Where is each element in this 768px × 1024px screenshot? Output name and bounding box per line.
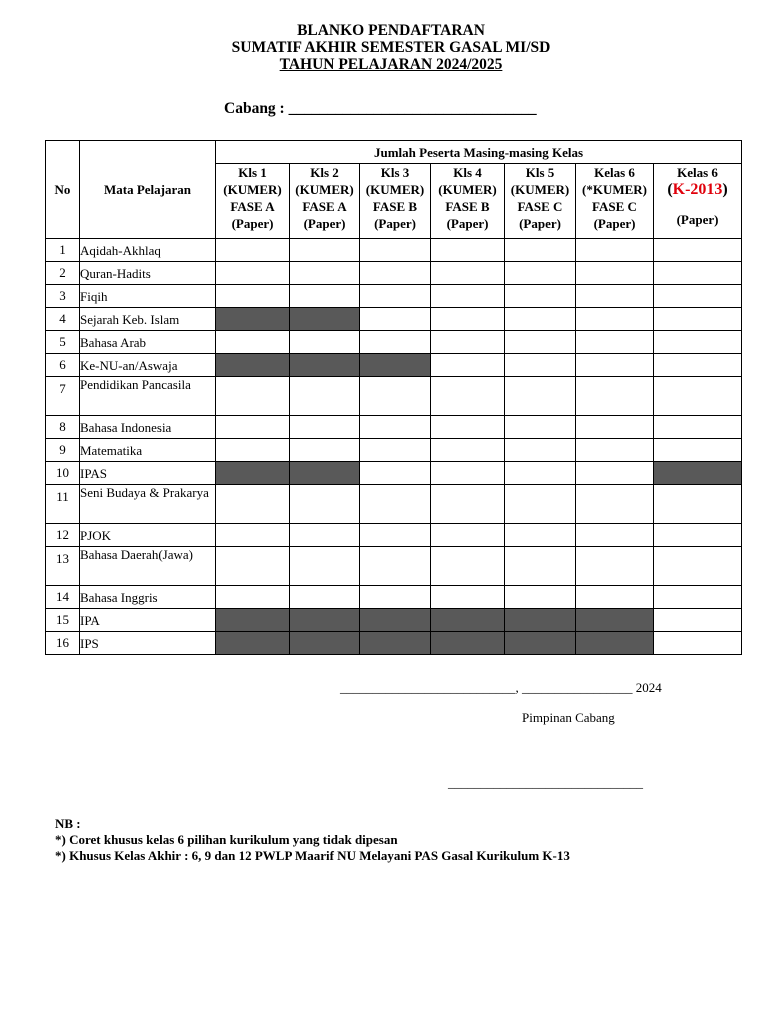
count-cell[interactable] [654,609,742,632]
subject-name: Ke-NU-an/Aswaja [80,354,216,377]
count-cell[interactable] [360,586,431,609]
row-number: 9 [46,439,80,462]
count-cell[interactable] [290,524,360,547]
row-number: 15 [46,609,80,632]
class-header-line: (KUMER) [438,182,497,197]
count-cell[interactable] [654,239,742,262]
blocked-cell [216,354,290,377]
blocked-cell [290,609,360,632]
subject-name: Matematika [80,439,216,462]
count-cell[interactable] [576,416,654,439]
count-cell[interactable] [576,331,654,354]
table-row [46,354,742,377]
count-cell[interactable] [360,239,431,262]
count-cell[interactable] [216,547,290,586]
row-number: 7 [46,377,80,416]
count-cell[interactable] [360,308,431,331]
row-number: 3 [46,285,80,308]
count-cell[interactable] [216,439,290,462]
count-cell[interactable] [360,547,431,586]
class-header-line: (Paper) [446,216,489,231]
count-cell[interactable] [576,547,654,586]
class-header-line: Kelas 6 [677,165,718,180]
count-cell[interactable] [431,354,505,377]
paren-open: ( [667,181,673,198]
subject-name: Bahasa Arab [80,331,216,354]
blocked-cell [576,609,654,632]
count-cell[interactable] [576,439,654,462]
count-cell[interactable] [505,586,576,609]
blocked-cell [505,632,576,655]
count-cell[interactable] [216,416,290,439]
count-cell[interactable] [431,262,505,285]
count-cell[interactable] [505,439,576,462]
row-number: 12 [46,524,80,547]
cabang-label: Cabang : [224,100,285,117]
curriculum-label [654,181,741,198]
signature-line[interactable]: ______________________________ [448,775,643,790]
count-cell[interactable] [505,354,576,377]
row-number: 14 [46,586,80,609]
col-no-header: No [46,141,80,239]
count-cell[interactable] [216,485,290,524]
count-cell[interactable] [360,439,431,462]
class-header-line: (Paper) [593,216,636,231]
subject-name: IPAS [80,462,216,485]
class-header-line: (Paper) [303,216,346,231]
count-cell[interactable] [505,377,576,416]
note-2: *) Khusus Kelas Akhir : 6, 9 dan 12 PWLP Maarif NU Melayani PAS Gasal Kurikulum K-13 [55,848,570,863]
subject-name: Bahasa Indonesia [80,416,216,439]
table-row [46,485,742,524]
count-cell[interactable] [290,377,360,416]
count-cell[interactable] [431,331,505,354]
class-header-line: FASE C [517,199,563,214]
class-header-3 [360,164,431,239]
blocked-cell [360,632,431,655]
count-cell[interactable] [654,547,742,586]
class-header-line: Kls 4 [453,165,482,180]
subject-name: Fiqih [80,285,216,308]
table-row [46,377,742,416]
blocked-cell [431,609,505,632]
count-cell[interactable] [431,586,505,609]
count-cell[interactable] [290,262,360,285]
count-cell[interactable] [654,485,742,524]
table-row [46,416,742,439]
count-cell[interactable] [290,331,360,354]
blocked-cell [290,462,360,485]
blocked-cell [216,609,290,632]
count-cell[interactable] [290,416,360,439]
count-cell[interactable] [654,439,742,462]
table-row [46,285,742,308]
count-cell[interactable] [505,331,576,354]
subject-name: Quran-Hadits [80,262,216,285]
subject-name: Pendidikan Pancasila [80,377,216,416]
class-header-line: FASE C [592,199,637,214]
subject-name: Bahasa Daerah(Jawa) [80,547,216,586]
count-cell[interactable] [360,331,431,354]
count-cell[interactable] [290,586,360,609]
table-row [46,462,742,485]
row-number: 2 [46,262,80,285]
class-header-4 [431,164,505,239]
blocked-cell [505,609,576,632]
count-cell[interactable] [654,524,742,547]
count-cell[interactable] [576,354,654,377]
subject-name: Bahasa Inggris [80,586,216,609]
k2013-label: K-2013 [672,181,723,198]
count-cell[interactable] [431,377,505,416]
table-row [46,331,742,354]
count-cell[interactable] [505,416,576,439]
count-cell[interactable] [654,331,742,354]
count-cell[interactable] [360,524,431,547]
subject-name: Seni Budaya & Prakarya [80,485,216,524]
cabang-field[interactable] [224,100,537,118]
count-cell[interactable] [576,586,654,609]
count-cell[interactable] [216,239,290,262]
count-cell[interactable] [654,377,742,416]
blocked-cell [216,308,290,331]
count-cell[interactable] [576,262,654,285]
blocked-cell [216,632,290,655]
count-cell[interactable] [431,485,505,524]
count-cell[interactable] [431,547,505,586]
count-cell[interactable] [216,586,290,609]
class-header-line: Kelas 6 [594,165,635,180]
registration-table [45,140,742,655]
count-cell[interactable] [360,377,431,416]
count-cell[interactable] [290,285,360,308]
count-cell[interactable] [431,524,505,547]
subject-name: Aqidah-Akhlaq [80,239,216,262]
count-cell[interactable] [654,308,742,331]
count-cell[interactable] [216,377,290,416]
table-row [46,239,742,262]
count-cell[interactable] [431,285,505,308]
table-row [46,586,742,609]
count-cell[interactable] [576,485,654,524]
count-cell[interactable] [290,485,360,524]
count-cell[interactable] [216,331,290,354]
col-subject-header: Mata Pelajaran [80,141,216,239]
blocked-cell [654,462,742,485]
class-header-line: (KUMER) [510,182,570,197]
class-header-line: Kls 1 [238,165,267,180]
count-cell[interactable] [360,485,431,524]
count-cell[interactable] [360,416,431,439]
note-1: *) Coret khusus kelas 6 pilihan kurikulum yang tidak dipesan [55,832,398,847]
class-header-line: Kls 5 [525,165,555,180]
title-line-3: TAHUN PELAJARAN 2024/2025 [279,56,503,73]
blocked-cell [431,632,505,655]
count-cell[interactable] [576,377,654,416]
signature-date-line[interactable]: ___________________________, _________________ 2024 [340,680,662,695]
class-header-2 [290,164,360,239]
table-row [46,547,742,586]
row-number: 4 [46,308,80,331]
title-line-1: BLANKO PENDAFTARAN [297,22,485,39]
class-header-line: FASE B [372,199,418,214]
count-cell[interactable] [654,632,742,655]
blocked-cell [360,609,431,632]
table-row [46,439,742,462]
count-cell[interactable] [360,262,431,285]
count-cell[interactable] [216,262,290,285]
count-cell[interactable] [576,462,654,485]
subject-name: Sejarah Keb. Islam [80,308,216,331]
count-cell[interactable] [290,547,360,586]
table-row [46,262,742,285]
row-number: 11 [46,485,80,524]
title-line-2: SUMATIF AKHIR SEMESTER GASAL MI/SD [231,39,551,56]
row-number: 13 [46,547,80,586]
class-header-k2013 [654,164,742,239]
count-cell[interactable] [216,524,290,547]
count-cell[interactable] [431,239,505,262]
table-row [46,632,742,655]
count-cell[interactable] [654,262,742,285]
class-header-line: (KUMER) [223,182,282,197]
class-header-6 [576,164,654,239]
count-cell[interactable] [576,524,654,547]
class-header-5 [505,164,576,239]
spacer [654,198,741,211]
blocked-cell [290,632,360,655]
count-cell[interactable] [216,285,290,308]
table-row [46,524,742,547]
count-cell[interactable] [431,439,505,462]
count-cell[interactable] [360,462,431,485]
class-header-line: (Paper) [676,212,719,227]
count-cell[interactable] [505,524,576,547]
class-header-line: (Paper) [231,216,274,231]
count-cell[interactable] [505,262,576,285]
row-number: 5 [46,331,80,354]
blocked-cell [576,632,654,655]
signature-role: Pimpinan Cabang [522,710,615,725]
count-cell[interactable] [290,239,360,262]
group-header: Jumlah Peserta Masing-masing Kelas [216,141,742,164]
count-cell[interactable] [290,439,360,462]
blocked-cell [216,462,290,485]
class-header-line: (KUMER) [295,182,354,197]
count-cell[interactable] [505,462,576,485]
count-cell[interactable] [505,547,576,586]
table-row [46,308,742,331]
class-header-line: FASE A [302,199,347,214]
class-header-line: FASE A [230,199,275,214]
row-number: 1 [46,239,80,262]
cabang-blank[interactable]: ________________________________ [288,100,537,117]
notes-title: NB : [55,816,81,831]
blocked-cell [290,308,360,331]
table-row [46,609,742,632]
count-cell[interactable] [431,462,505,485]
subject-name: IPS [80,632,216,655]
count-cell[interactable] [505,285,576,308]
document-header [0,22,768,73]
count-cell[interactable] [505,308,576,331]
row-number: 6 [46,354,80,377]
count-cell[interactable] [654,285,742,308]
subject-name: IPA [80,609,216,632]
blocked-cell [360,354,431,377]
blocked-cell [290,354,360,377]
paren-close: ) [722,181,728,198]
count-cell[interactable] [431,416,505,439]
count-cell[interactable] [576,285,654,308]
count-cell[interactable] [505,239,576,262]
row-number: 16 [46,632,80,655]
count-cell[interactable] [431,308,505,331]
count-cell[interactable] [505,485,576,524]
class-header-1 [216,164,290,239]
count-cell[interactable] [654,354,742,377]
count-cell[interactable] [576,308,654,331]
class-header-line: Kls 2 [310,165,339,180]
subject-name: PJOK [80,524,216,547]
count-cell[interactable] [576,239,654,262]
count-cell[interactable] [360,285,431,308]
notes-section [55,816,570,864]
row-number: 10 [46,462,80,485]
class-header-line: Kls 3 [380,165,410,180]
class-header-line: (Paper) [374,216,416,231]
class-header-line: (KUMER) [365,182,425,197]
count-cell[interactable] [654,416,742,439]
class-header-line: (*KUMER) [582,182,647,197]
class-header-line: (Paper) [519,216,561,231]
count-cell[interactable] [654,586,742,609]
class-header-line: FASE B [445,199,490,214]
row-number: 8 [46,416,80,439]
